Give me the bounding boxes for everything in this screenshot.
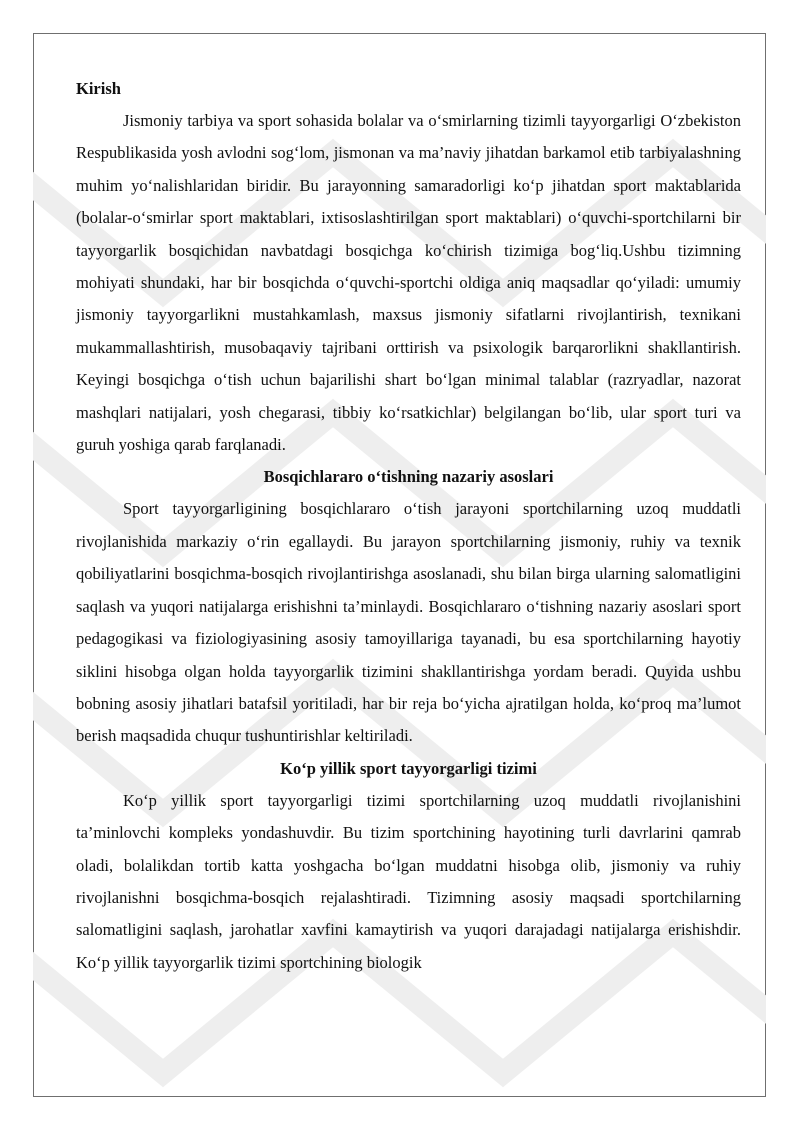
section-heading-tayyorgarlik-tizimi: Ko‘p yillik sport tayyorgarligi tizimi bbox=[280, 758, 537, 778]
paragraph-tayyorgarlik-tizimi: Ko‘p yillik sport tayyorgarligi tizimi sportchilarning uzoq muddatli rivojlanishini ta’minlovchi kompleks yondashuvdir. Bu tizim sportchining hayotining turli davrlarini qamrab oladi, bolalikdan tortib katta yoshgacha bo‘lgan muddatni hisobga olib, jismoniy va ruhiy rivojlanishni bosqichma-bosqich rejalashtiradi. Tizimning asosiy maqsadi sportchilarning salomatligini saqlash, jarohatlar xavfini kamaytirish va yuqori darajadagi natijalarga erishishdir. Ko‘p yillik tayyorgarlik tizimi sportchining biologik bbox=[76, 790, 741, 972]
paragraph-nazariy-asoslar: Sport tayyorgarligining bosqichlararo o‘tish jarayoni sportchilarning uzoq muddatli rivojlanishida markaziy o‘rin egallaydi. Bu jarayon sportchilarning jismoniy, ruhiy va texnik qobiliyatlarini bosqichma-bosqich rivojlantirishga asoslanadi, shu bilan birga ularning salomatligini saqlash va yuqori natijalarga erishishni ta’minlaydi. Bosqichlararo o‘tishning nazariy asoslari sport pedagogikasi va fiziologiyasining asosiy tamoyillariga tayanadi, bu esa sportchilarning hayotiy siklini hisobga olgan holda tayyorgarlik tizimini shakllantirishga yordam beradi. Quyida ushbu bobning asosiy jihatlari batafsil yoritiladi, har bir reja bo‘yicha ajratilgan holda, ko‘proq ma’lumot berish maqsadida chuqur tushuntirishlar keltiriladi. bbox=[76, 499, 741, 746]
paragraph-kirish: Jismoniy tarbiya va sport sohasida bolalar va o‘smirlarning tizimli tayyorgarligi O‘zbekiston Respublikasida yosh avlodni sog‘lom, jismonan va ma’naviy jihatdan barkamol etib tarbiyalashning muhim yo‘nalishlaridan biridir. Bu jarayonning samaradorligi ko‘p jihatdan sport maktablarida (bolalar-o‘smirlar sport maktablari, ixtisoslashtirilgan sport maktablari) o‘quvchi-sportchilarni bir tayyorgarlik bosqichidan navbatdagi bosqichga ko‘chirish tizimiga bog‘liq.Ushbu tizimning mohiyati shundaki, har bir bosqichda o‘quvchi-sportchi oldiga aniq maqsadlar qo‘yiladi: umumiy jismoniy tayyorgarlikni mustahkamlash, maxsus jismoniy sifatlarni rivojlantirish, texnikani mukammallashtirish, musobaqaviy tajribani orttirish va psixologik barqarorlikni shakllantirish. Keyingi bosqichga o‘tish uchun bajarilishi shart bo‘lgan minimal talablar (razryadlar, nazorat mashqlari natijalari, yosh chegarasi, tibbiy ko‘rsatkichlar) belgilangan bo‘lib, ular sport turi va guruh yoshiga qarab farqlanadi. bbox=[76, 111, 741, 455]
document-body bbox=[76, 73, 741, 979]
section-heading-nazariy-asoslar: Bosqichlararo o‘tishning nazariy asoslari bbox=[263, 467, 554, 487]
section-heading-kirish: Kirish bbox=[76, 79, 121, 98]
